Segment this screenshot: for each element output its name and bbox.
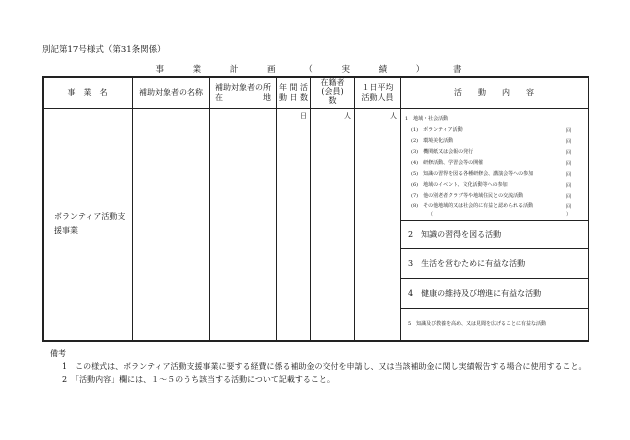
activity-item: (7) 他の別老者クラブ等や地域住民との交流活動: [411, 193, 524, 199]
activity-section5: 5 知識及び教養を高め、又は見聞を広げることに有益な活動: [408, 321, 546, 327]
col-sep-2: [209, 76, 210, 341]
header-members-line3: 数: [328, 96, 337, 105]
activity-item: (1) ボランティア活動: [411, 127, 463, 133]
col-sep-1: [132, 76, 133, 341]
col-sep-4: [310, 76, 311, 341]
activity-count-label: 回: [566, 194, 572, 200]
plan-table: [42, 76, 589, 341]
activity-count-label: 回: [566, 172, 572, 178]
activity-sep-1: [400, 220, 589, 221]
activity-section4: 4 健康の維持及び増進に有益な活動: [408, 289, 542, 298]
col-sep-5: [354, 76, 355, 341]
activity-item: (4) 研修活動、学習会等の開催: [411, 160, 484, 166]
activity-sep-3: [400, 278, 589, 279]
notes: [50, 347, 586, 386]
table-border-right: [588, 76, 590, 341]
activity-item: (8) その他地域的又は社会的に有益と認められる活動: [411, 203, 534, 209]
activity-other-close: ）: [566, 212, 572, 218]
note-2: 2 「活動内容」欄には、１～５のうち該当する活動について記載すること。: [62, 375, 335, 384]
activity-other-open: （: [428, 212, 434, 218]
activity-section3: 3 生活を営むために有益な活動: [408, 259, 526, 268]
activity-section1-title: 1 地域・社会活動: [405, 116, 449, 122]
activity-count-label: 回: [566, 139, 572, 145]
header-days-line2: 動 日 数: [278, 93, 309, 102]
activity-section2: 2 知識の習得を図る活動: [408, 230, 502, 239]
table-border-bottom: [42, 340, 589, 342]
activity-count-label: 回: [566, 183, 572, 189]
header-members-line1: 在籍者: [320, 78, 345, 87]
project-name-value-line2: 援事業: [54, 226, 78, 235]
header-days-line1: 年 間 活: [278, 83, 309, 92]
header-members-line2: (会員): [321, 87, 344, 96]
header-location-line1: 補助対象者の所: [215, 83, 271, 92]
project-name-value-line1: ボランティア活動支: [54, 212, 126, 221]
unit-days: 日: [300, 112, 307, 120]
activity-item: (6) 地域のイベント、文化活動等への参加: [411, 182, 508, 188]
activity-sep-4: [400, 308, 589, 309]
activity-sep-2: [400, 248, 589, 249]
activity-count-label: 回: [566, 150, 572, 156]
header-avg-line1: １日平均: [361, 83, 394, 92]
unit-avg: 人: [390, 112, 397, 120]
table-border-left: [42, 76, 44, 341]
header-separator: [42, 108, 589, 109]
activity-count-label: 回: [566, 128, 572, 134]
col-sep-3: [276, 76, 277, 341]
unit-members: 人: [344, 112, 351, 120]
activity-item: (5) 知識の習得を図る各種研修会、講演会等への参加: [411, 171, 534, 177]
activity-count-label: 回: [566, 204, 572, 210]
note-1: 1 この様式は、ボランティア活動支援事業に要する経費に係る補助金の交付を申請し、又は当該補助金に関し実績報告する場合に使用すること。: [62, 362, 587, 371]
activity-item: (2) 環境美化活動: [411, 138, 454, 144]
activity-count-label: 回: [566, 161, 572, 167]
form-label: 別記第17号様式（第31条関係）: [42, 45, 166, 55]
header-target-name: 補助対象者の名称: [139, 88, 203, 97]
header-location-line2: 在 地: [215, 93, 271, 102]
document-title: 事 業 計 画 （ 実 績 ） 書: [155, 65, 475, 75]
notes-heading: 備考: [50, 349, 66, 358]
activity-item: (3) 機関紙又は会報の発行: [411, 149, 474, 155]
header-project-name: 事 業 名: [67, 88, 108, 97]
col-sep-6: [400, 76, 401, 341]
header-avg-line2: 活動人員: [361, 93, 394, 102]
header-activity: 活 動 内 容: [454, 88, 534, 97]
